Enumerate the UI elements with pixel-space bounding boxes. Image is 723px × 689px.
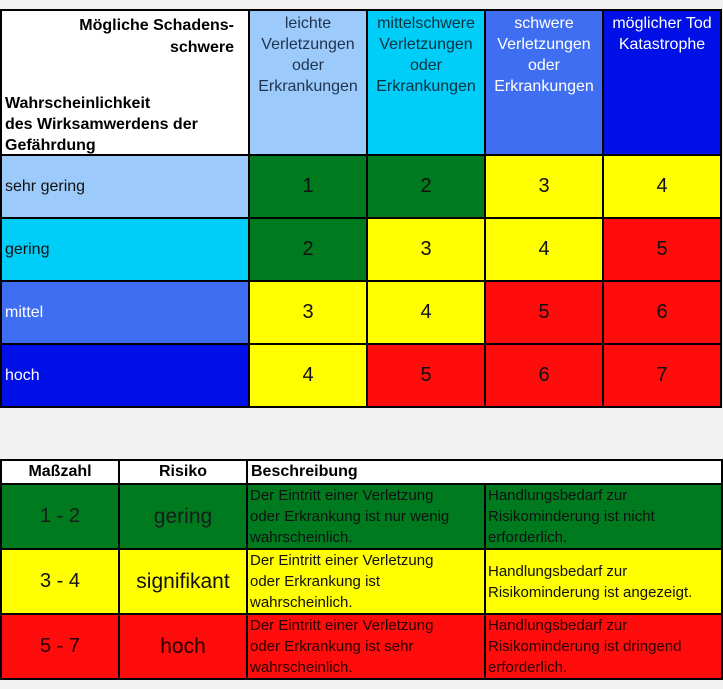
- matrix-cell: 4: [367, 281, 485, 344]
- matrix-cell: 2: [249, 218, 367, 281]
- risk-matrix: [0, 9, 722, 408]
- matrix-row: [1, 155, 721, 218]
- legend-header-score: Maßzahl: [1, 460, 119, 484]
- legend-description: Der Eintritt einer Verletzung oder Erkrankung ist sehr wahrscheinlich.: [247, 614, 485, 679]
- matrix-row: [1, 281, 721, 344]
- matrix-cell: 3: [249, 281, 367, 344]
- legend-score-range: 1 - 2: [1, 484, 119, 549]
- probability-label-very-low: sehr gering: [1, 155, 249, 218]
- legend-description: Der Eintritt einer Verletzung oder Erkrankung ist nur wenig wahrscheinlich.: [247, 484, 485, 549]
- legend-score-range: 3 - 4: [1, 549, 119, 614]
- legend-description: Der Eintritt einer Verletzung oder Erkrankung ist wahrscheinlich.: [247, 549, 485, 614]
- matrix-cell: 4: [249, 344, 367, 407]
- matrix-cell: 3: [485, 155, 603, 218]
- matrix-row: [1, 218, 721, 281]
- legend-score-range: 5 - 7: [1, 614, 119, 679]
- matrix-cell: 5: [485, 281, 603, 344]
- matrix-row: [1, 344, 721, 407]
- matrix-cell: 3: [367, 218, 485, 281]
- matrix-cell: 4: [485, 218, 603, 281]
- matrix-cell: 2: [367, 155, 485, 218]
- legend-row-low: [1, 484, 722, 549]
- matrix-cell: 6: [485, 344, 603, 407]
- matrix-cell: 7: [603, 344, 721, 407]
- legend-header-risk: Risiko: [119, 460, 247, 484]
- severity-header-fatal: möglicher Tod Katastrophe: [603, 10, 721, 155]
- legend-action: Handlungsbedarf zur Risikominderung ist nicht erforderlich.: [485, 484, 722, 549]
- legend-risk-level: hoch: [119, 614, 247, 679]
- matrix-corner: [1, 10, 249, 155]
- severity-axis-label: Mögliche Schadens- schwere: [79, 17, 234, 56]
- severity-header-light: leichte Verletzungen oder Erkrankungen: [249, 10, 367, 155]
- legend-action: Handlungsbedarf zur Risikominderung ist angezeigt.: [485, 549, 722, 614]
- legend-row-significant: [1, 549, 722, 614]
- severity-header-medium: mittelschwere Verletzungen oder Erkrankungen: [367, 10, 485, 155]
- probability-label-low: gering: [1, 218, 249, 281]
- probability-label-high: hoch: [1, 344, 249, 407]
- legend-row-high: [1, 614, 722, 679]
- legend-header-row: [1, 460, 722, 484]
- matrix-header-row: [1, 10, 721, 155]
- legend-risk-level: gering: [119, 484, 247, 549]
- severity-header-severe: schwere Verletzungen oder Erkrankungen: [485, 10, 603, 155]
- risk-legend: [0, 459, 723, 680]
- legend-action: Handlungsbedarf zur Risikominderung ist dringend erforderlich.: [485, 614, 722, 679]
- legend-risk-level: signifikant: [119, 549, 247, 614]
- matrix-cell: 5: [603, 218, 721, 281]
- probability-axis-label: Wahrscheinlichkeit des Wirksamwerdens der Gefährdung: [5, 95, 198, 154]
- matrix-cell: 1: [249, 155, 367, 218]
- probability-label-medium: mittel: [1, 281, 249, 344]
- legend-header-description: Beschreibung: [247, 460, 722, 484]
- matrix-cell: 6: [603, 281, 721, 344]
- matrix-cell: 4: [603, 155, 721, 218]
- matrix-cell: 5: [367, 344, 485, 407]
